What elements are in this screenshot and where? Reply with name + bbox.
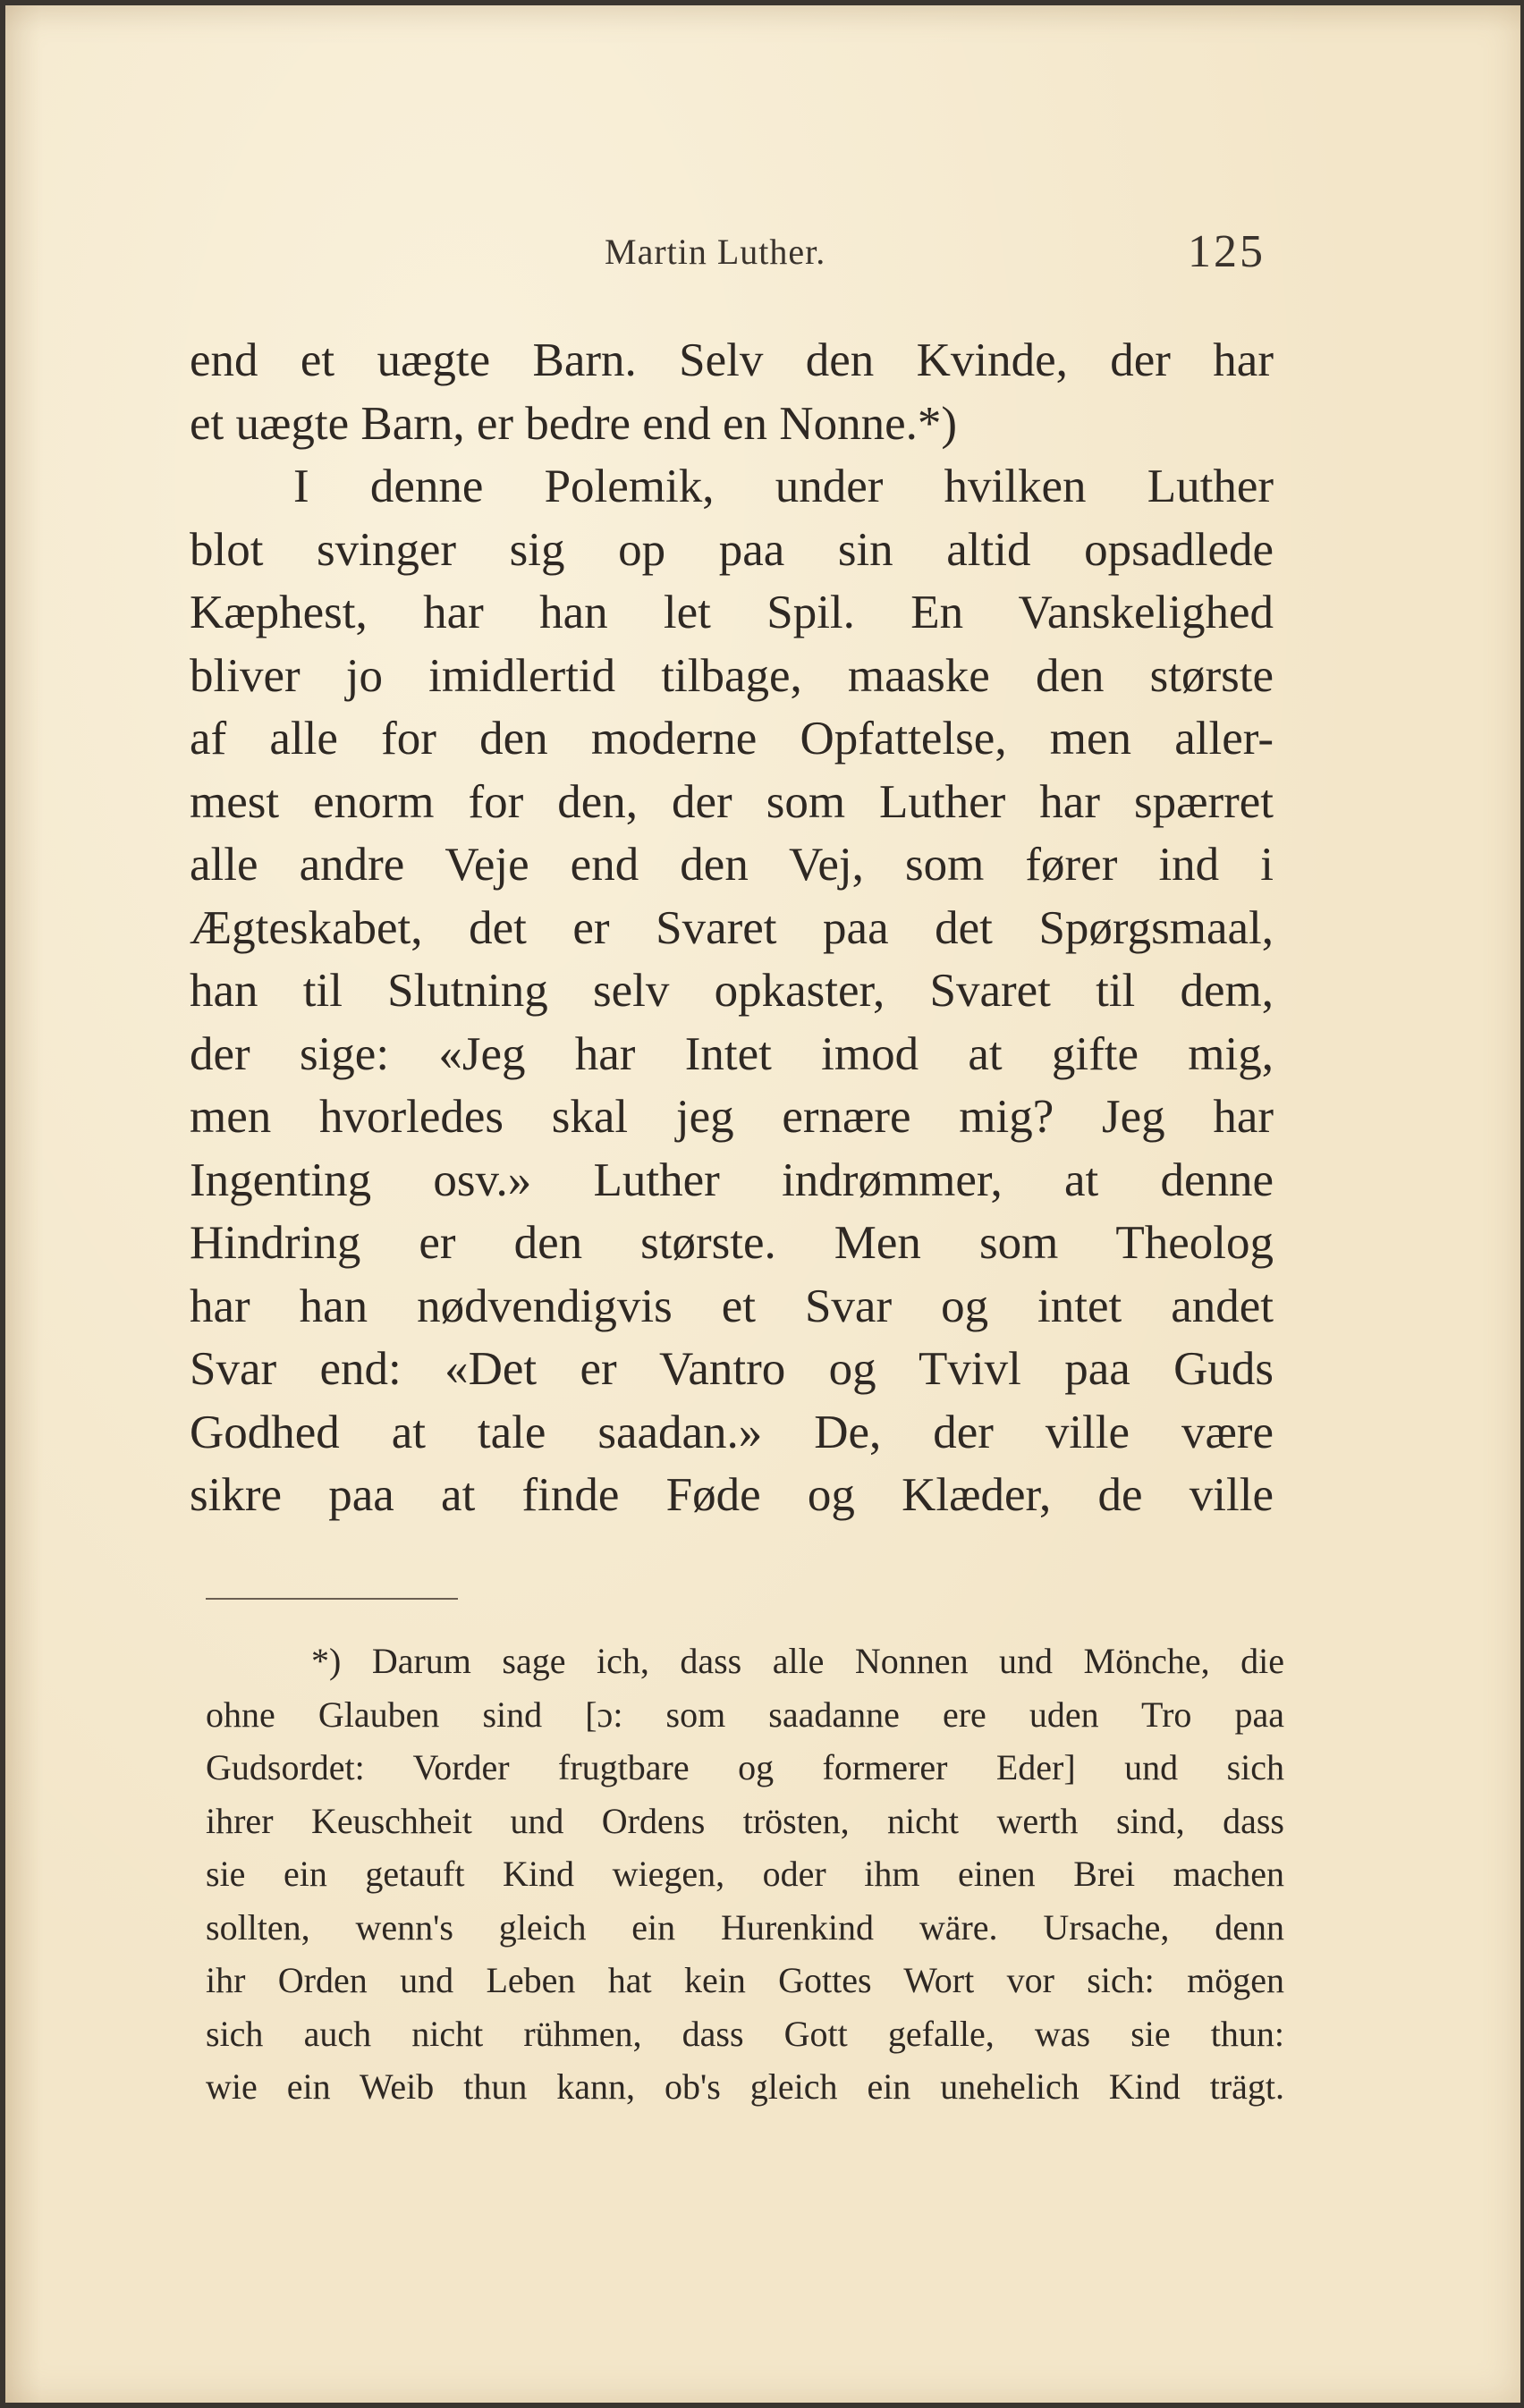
- footnote-line: ohne Glauben sind [ɔ: som saadanne ere uden Tro paa: [206, 1694, 1284, 1735]
- text-line: end et uægte Barn. Selv den Kvinde, der har: [190, 334, 1274, 386]
- text-line: Ægteskabet, det er Svaret paa det Spørgsmaal,: [190, 901, 1274, 954]
- text-line: sikre paa at finde Føde og Klæder, de ville: [190, 1469, 1274, 1521]
- footnote-line: Gudsordet: Vorder frugtbare og formerer Eder] und sich: [206, 1747, 1284, 1787]
- text-line: har han nødvendigvis et Svar og intet andet: [190, 1280, 1274, 1332]
- footnote-line: sie ein getauft Kind wiegen, oder ihm einen Brei machen: [206, 1854, 1284, 1894]
- footnote-line: ihrer Keuschheit und Ordens trösten, nicht werth sind, dass: [206, 1800, 1284, 1841]
- text-line: han til Slutning selv opkaster, Svaret til dem,: [190, 965, 1274, 1017]
- page-header: [5, 226, 1520, 284]
- text-line: alle andre Veje end den Vej, som fører ind i: [190, 839, 1274, 891]
- text-line: der sige: «Jeg har Intet imod at gifte mig,: [190, 1027, 1274, 1080]
- text-line: af alle for den moderne Opfattelse, men aller-: [190, 713, 1274, 765]
- footnote-line: sich auch nicht rühmen, dass Gott gefalle, was sie thun:: [206, 2013, 1284, 2054]
- footnote-line: sollten, wenn's gleich ein Hurenkind wäre. Ursache, denn: [206, 1906, 1284, 1948]
- text-line: Godhed at tale saadan.» De, der ville være: [190, 1406, 1274, 1458]
- text-line: Kæphest, har han let Spil. En Vanskelighed: [190, 587, 1274, 638]
- text-line: Hindring er den største. Men som Theolog: [190, 1217, 1274, 1269]
- text-line: men hvorledes skal jeg ernære mig? Jeg har: [190, 1091, 1274, 1143]
- text-line: blot svinger sig op paa sin altid opsadlede: [190, 523, 1274, 576]
- footnote-line: wie ein Weib thun kann, ob's gleich ein unehelich Kind trägt.: [206, 2066, 1284, 2107]
- page-number: 125: [1188, 226, 1266, 277]
- footnote-line: *) Darum sage ich, dass alle Nonnen und Mönche, die: [311, 1641, 1284, 1681]
- text-line: et uægte Barn, er bedre end en Nonne.*): [190, 397, 957, 450]
- running-head: Martin Luther.: [605, 232, 826, 272]
- text-line: Ingenting osv.» Luther indrømmer, at denne: [190, 1153, 1274, 1206]
- footnote: [206, 1635, 1284, 2114]
- text-line: I denne Polemik, under hvilken Luther: [293, 460, 1274, 512]
- main-text: [190, 329, 1274, 1527]
- text-line: Svar end: «Det er Vantro og Tvivl paa Guds: [190, 1343, 1274, 1395]
- text-line: mest enorm for den, der som Luther har spærret: [190, 775, 1274, 828]
- footnote-divider: [206, 1598, 458, 1600]
- text-line: bliver jo imidlertid tilbage, maaske den største: [190, 649, 1274, 702]
- book-page: [5, 5, 1520, 2403]
- footnote-line: ihr Orden und Leben hat kein Gottes Wort vor sich: mögen: [206, 1960, 1284, 2000]
